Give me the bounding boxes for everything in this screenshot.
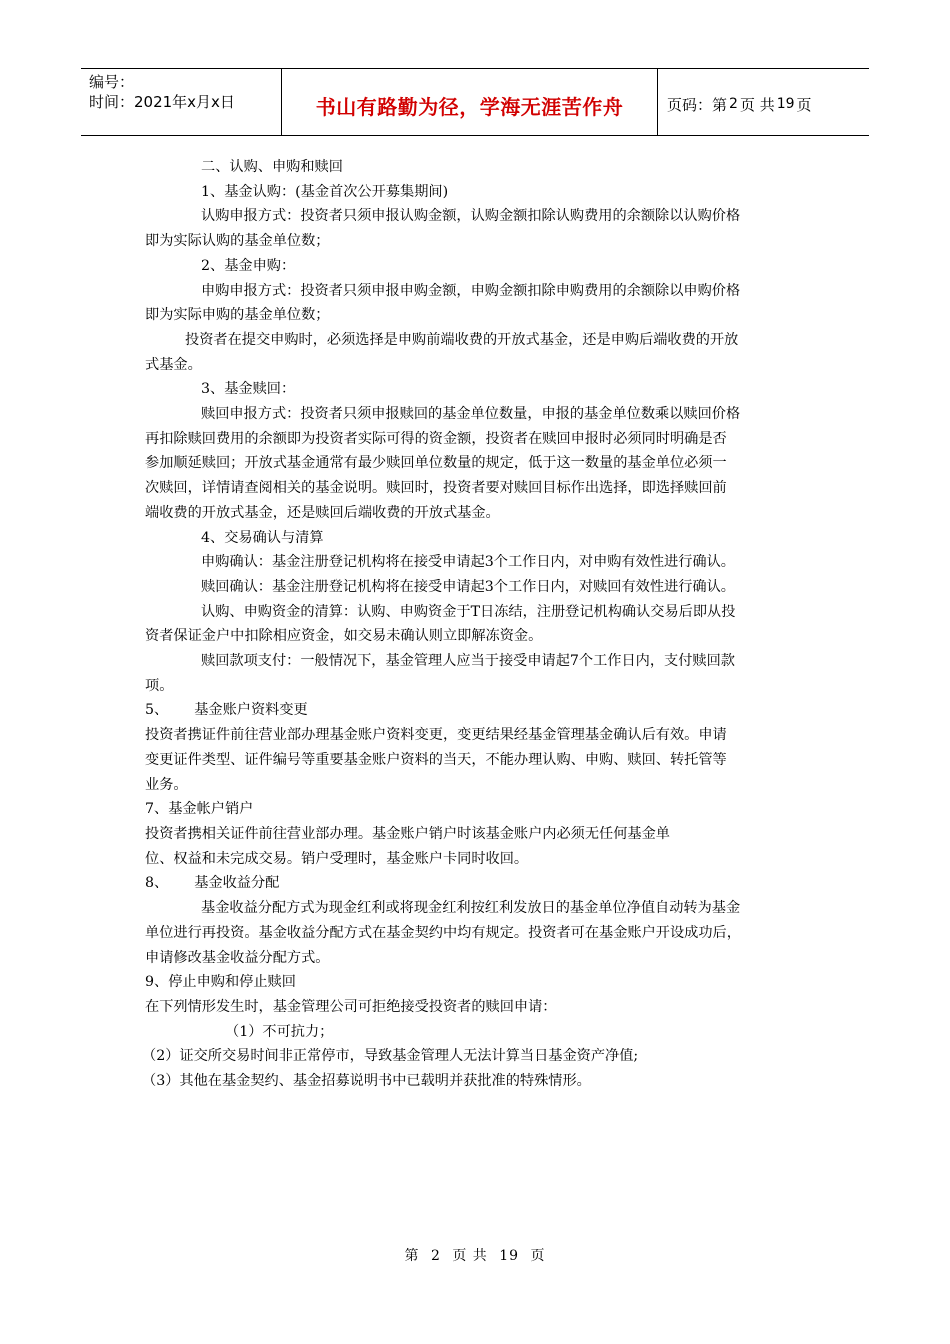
paragraph-line: 项。 [145, 677, 174, 694]
header-page-total: 19 [776, 96, 795, 112]
paragraph-line: 赎回确认：基金注册登记机构将在接受申请起3个工作日内，对赎回有效性进行确认。 [201, 578, 735, 595]
paragraph-line: 申购确认：基金注册登记机构将在接受申请起3个工作日内，对申购有效性进行确认。 [201, 554, 735, 571]
paragraph-line: 申购申报方式：投资者只须申报申购金额，申购金额扣除申购费用的余额除以申购价格 [201, 282, 741, 299]
header-motto-cell [282, 69, 658, 135]
page-header [81, 68, 869, 136]
paragraph-line: 单位进行再投资。基金收益分配方式在基金契约中均有规定。投资者可在基金账户开设成功后， [145, 924, 741, 941]
paragraph-line: 即为实际申购的基金单位数； [145, 307, 330, 324]
paragraph-line: 认购、申购资金的清算：认购、申购资金于T日冻结，注册登记机构确认交易后即从投 [201, 603, 736, 620]
paragraph-line: 投资者携证件前往营业部办理基金账户资料变更，变更结果经基金管理基金确认后有效。申请 [145, 727, 727, 744]
header-page-mid: 页 共 [739, 95, 775, 114]
list-item: （3）其他在基金契约、基金招募说明书中已载明并获批准的特殊情形。 [142, 1073, 591, 1090]
subsection-heading: 7、基金帐户销户 [145, 801, 254, 818]
paragraph-line: 位、权益和未完成交易。销户受理时，基金账户卡同时收回。 [145, 850, 529, 867]
header-page-cell [658, 69, 869, 135]
paragraph-line: 基金收益分配方式为现金红利或将现金红利按红利发放日的基金单位净值自动转为基金 [201, 900, 741, 917]
paragraph-line: 投资者携相关证件前往营业部办理。基金账户销户时该基金账户内必须无任何基金单 [145, 825, 670, 842]
paragraph-line: 赎回申报方式：投资者只须申报赎回的基金单位数量，申报的基金单位数乘以赎回价格 [201, 406, 741, 423]
paragraph-line: 申请修改基金收益分配方式。 [145, 949, 330, 966]
list-item: （2）证交所交易时间非正常停市，导致基金管理人无法计算当日基金资产净值; [142, 1048, 639, 1065]
footer-page-mid: 页 共 [452, 1248, 488, 1264]
document-body [142, 155, 810, 1094]
section-heading: 二、认购、申购和赎回 [201, 159, 343, 175]
paragraph-line: 赎回款项支付：一般情况下，基金管理人应当于接受申请起7个工作日内，支付赎回款 [201, 653, 735, 670]
heading-text: 基金账户资料变更 [194, 702, 308, 719]
header-page-prefix: 页码：第 [667, 95, 728, 114]
subsection-heading: 4、交易确认与清算 [201, 529, 324, 546]
heading-number: 5、 [145, 702, 169, 719]
paragraph-line: 参加顺延赎回；开放式基金通常有最少赎回单位数量的规定，低于这一数量的基金单位必须一 [145, 455, 727, 472]
footer-page-suffix: 页 [530, 1248, 546, 1264]
footer-page-total: 19 [499, 1248, 520, 1264]
paragraph-line: 变更证件类型、证件编号等重要基金账户资料的当天，不能办理认购、申购、赎回、转托管等 [145, 751, 727, 768]
paragraph-line: 式基金。 [145, 356, 202, 373]
paragraph-line: 端收费的开放式基金，还是赎回后端收费的开放式基金。 [145, 504, 500, 521]
subsection-heading [145, 871, 810, 896]
paragraph-line: 业务。 [145, 776, 188, 793]
paragraph-line: 在下列情形发生时，基金管理公司可拒绝接受投资者的赎回申请： [145, 998, 557, 1015]
header-meta-cell [81, 69, 282, 135]
subsection-heading: 2、基金申购： [201, 257, 296, 274]
heading-number: 8、 [145, 875, 169, 892]
footer-page-prefix: 第 [404, 1248, 420, 1264]
header-page-suffix: 页 [796, 95, 812, 114]
doc-number-label: 编号： [89, 73, 135, 91]
header-motto: 书山有路勤为径，学海无涯苦作舟 [315, 94, 624, 119]
doc-date-label: 时间：2021年x月x日 [89, 93, 235, 111]
subsection-heading [145, 698, 810, 723]
list-item: （1）不可抗力； [225, 1023, 334, 1040]
subsection-heading: 1、基金认购：(基金首次公开募集期间) [201, 183, 449, 200]
heading-text: 基金收益分配 [194, 875, 280, 892]
paragraph-line: 次赎回，详情请查阅相关的基金说明。赎回时，投资者要对赎回目标作出选择，即选择赎回前 [145, 480, 727, 497]
page-footer [0, 1245, 950, 1265]
paragraph-line: 再扣除赎回费用的余额即为投资者实际可得的资金额，投资者在赎回申报时必须同时明确是否 [145, 430, 727, 447]
header-page-current: 2 [729, 96, 738, 112]
paragraph-line: 资者保证金户中扣除相应资金，如交易未确认则立即解冻资金。 [145, 628, 543, 645]
subsection-heading: 9、停止申购和停止赎回 [145, 974, 296, 991]
footer-page-current: 2 [430, 1248, 441, 1264]
paragraph-line: 认购申报方式：投资者只须申报认购金额，认购金额扣除认购费用的余额除以认购价格 [201, 208, 741, 225]
subsection-heading: 3、基金赎回： [201, 381, 296, 398]
paragraph-line: 投资者在提交申购时，必须选择是申购前端收费的开放式基金，还是申购后端收费的开放 [185, 331, 739, 348]
paragraph-line: 即为实际认购的基金单位数； [145, 233, 330, 250]
